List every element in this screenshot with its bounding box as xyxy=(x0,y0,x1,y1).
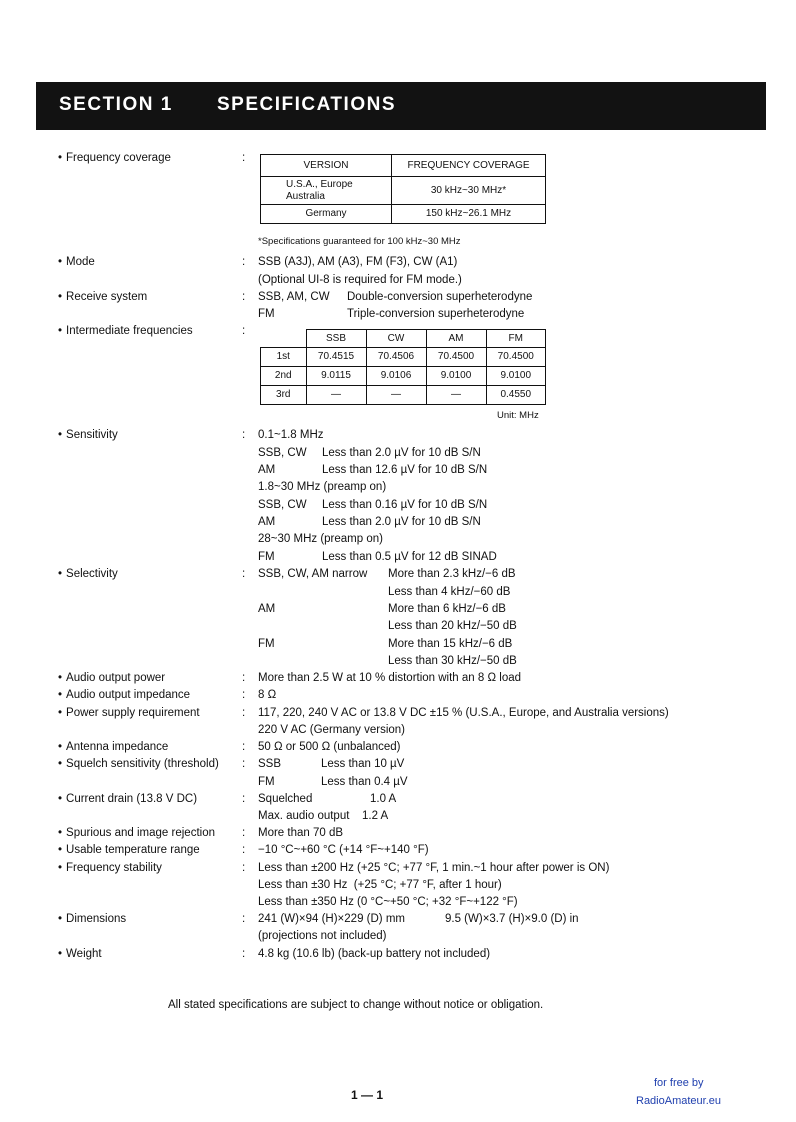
table-cell: 9.0115 xyxy=(306,367,366,386)
selectivity-mode: SSB, CW, AM narrow xyxy=(258,568,368,580)
sensitivity-value: Less than 0.5 µV for 12 dB SINAD xyxy=(322,551,497,563)
sensitivity-range: 28~30 MHz (preamp on) xyxy=(258,533,383,545)
table-header: FM xyxy=(486,330,546,348)
spec-label-receive-system: • Receive system xyxy=(58,290,147,304)
table-row-header: 1st xyxy=(261,348,307,367)
spec-label-frequency-stability: • Frequency stability xyxy=(58,861,162,875)
table-cell: 70.4506 xyxy=(366,348,426,367)
frequency-coverage-table xyxy=(260,154,546,224)
colon: : xyxy=(242,291,246,303)
selectivity-value: More than 15 kHz/−6 dB xyxy=(388,638,513,650)
selectivity-value: Less than 30 kHz/−50 dB xyxy=(388,655,517,667)
squelch-mode: FM xyxy=(258,776,275,788)
watermark-link[interactable]: RadioAmateur.eu xyxy=(636,1095,721,1107)
sensitivity-mode: SSB, CW xyxy=(258,447,307,459)
page-number: 1 — 1 xyxy=(351,1088,384,1102)
sensitivity-value: Less than 2.0 µV for 10 dB S/N xyxy=(322,447,481,459)
version-line: Australia xyxy=(286,190,325,202)
colon: : xyxy=(242,741,246,753)
selectivity-value: More than 2.3 kHz/−6 dB xyxy=(388,568,516,580)
colon: : xyxy=(242,844,246,856)
dimensions-note: (projections not included) xyxy=(258,930,387,942)
table-cell: 9.0106 xyxy=(366,367,426,386)
sensitivity-value: Less than 12.6 µV for 10 dB S/N xyxy=(322,464,488,476)
unit-label: Unit: MHz xyxy=(497,410,539,421)
table-cell-version: Germany xyxy=(261,205,392,224)
colon: : xyxy=(242,827,246,839)
spec-label-intermediate-frequencies: • Intermediate frequencies xyxy=(58,324,193,338)
table-cell: — xyxy=(366,386,426,405)
colon: : xyxy=(242,325,246,337)
spec-label-antenna-impedance: • Antenna impedance xyxy=(58,740,168,754)
power-supply-value: 117, 220, 240 V AC or 13.8 V DC ±15 % (U.S.A., Europe, and Australia versions) xyxy=(258,707,669,719)
colon: : xyxy=(242,862,246,874)
receive-key: SSB, AM, CW xyxy=(258,291,330,303)
table-cell: 70.4500 xyxy=(486,348,546,367)
spec-label-spurious-rejection: • Spurious and image rejection xyxy=(58,826,215,840)
version-line: U.S.A., Europe xyxy=(286,178,353,190)
watermark-line: for free by xyxy=(654,1077,704,1089)
current-drain-value: 1.2 A xyxy=(362,810,389,822)
spec-label-sensitivity: • Sensitivity xyxy=(58,428,118,442)
mode-value: SSB (A3J), AM (A3), FM (F3), CW (A1) xyxy=(258,256,458,268)
colon: : xyxy=(242,429,246,441)
table-cell-coverage: 30 kHz~30 MHz* xyxy=(392,177,546,205)
current-drain-condition: Max. audio output xyxy=(258,810,350,822)
spec-label-power-supply: • Power supply requirement xyxy=(58,706,200,720)
receive-value: Double-conversion superheterodyne xyxy=(347,291,533,303)
table-cell-coverage: 150 kHz~26.1 MHz xyxy=(392,205,546,224)
squelch-value: Less than 10 µV xyxy=(321,758,405,770)
sensitivity-mode: SSB, CW xyxy=(258,499,307,511)
power-supply-value: 220 V AC (Germany version) xyxy=(258,724,406,736)
squelch-value: Less than 0.4 µV xyxy=(321,776,408,788)
squelch-mode: SSB xyxy=(258,758,282,770)
mode-note: (Optional UI-8 is required for FM mode.) xyxy=(258,274,462,286)
table-header: FREQUENCY COVERAGE xyxy=(392,155,546,177)
selectivity-value: Less than 20 kHz/−50 dB xyxy=(388,620,517,632)
table-header: CW xyxy=(366,330,426,348)
table-header: AM xyxy=(426,330,486,348)
sensitivity-value: Less than 0.16 µV for 10 dB S/N xyxy=(322,499,488,511)
sensitivity-mode: AM xyxy=(258,516,276,528)
section-number: SECTION 1 xyxy=(59,94,173,115)
table-cell: 9.0100 xyxy=(426,367,486,386)
spec-label-weight: • Weight xyxy=(58,947,102,961)
sensitivity-value: Less than 2.0 µV for 10 dB S/N xyxy=(322,516,481,528)
table-cell: 0.4550 xyxy=(486,386,546,405)
colon: : xyxy=(242,672,246,684)
selectivity-value: More than 6 kHz/−6 dB xyxy=(388,603,506,615)
table-row-header: 2nd xyxy=(261,367,307,386)
dimensions-imperial: 9.5 (W)×3.7 (H)×9.0 (D) in xyxy=(445,913,579,925)
table-cell: 70.4500 xyxy=(426,348,486,367)
sensitivity-mode: FM xyxy=(258,551,275,563)
spec-label-current-drain: • Current drain (13.8 V DC) xyxy=(58,792,197,806)
table-cell-version xyxy=(261,177,392,205)
current-drain-condition: Squelched xyxy=(258,793,313,805)
sensitivity-mode: AM xyxy=(258,464,276,476)
receive-value: Triple-conversion superheterodyne xyxy=(347,308,525,320)
frequency-stability-value: Less than ±350 Hz (0 °C~+50 °C; +32 °F~+122 °F) xyxy=(258,896,518,908)
table-cell: — xyxy=(306,386,366,405)
spec-label-squelch-sensitivity: • Squelch sensitivity (threshold) xyxy=(58,757,219,771)
weight-value: 4.8 kg (10.6 lb) (back-up battery not included) xyxy=(258,948,491,960)
section-banner xyxy=(36,82,766,130)
selectivity-value: Less than 4 kHz/−60 dB xyxy=(388,586,511,598)
audio-output-power-value: More than 2.5 W at 10 % distortion with an 8 Ω load xyxy=(258,672,522,684)
spec-label-audio-output-impedance: • Audio output impedance xyxy=(58,688,190,702)
dimensions-metric: 241 (W)×94 (H)×229 (D) mm xyxy=(258,913,405,925)
selectivity-mode: AM xyxy=(258,603,276,615)
section-title: SPECIFICATIONS xyxy=(217,94,396,115)
footer-note: All stated specifications are subject to change without notice or obligation. xyxy=(168,999,544,1011)
table-row-header: 3rd xyxy=(261,386,307,405)
frequency-stability-value: Less than ±200 Hz (+25 °C; +77 °F, 1 min.~1 hour after power is ON) xyxy=(258,862,610,874)
colon: : xyxy=(242,913,246,925)
temperature-range-value: −10 °C~+60 °C (+14 °F~+140 °F) xyxy=(258,844,429,856)
spurious-rejection-value: More than 70 dB xyxy=(258,827,344,839)
frequency-stability-value: Less than ±30 Hz (+25 °C; +77 °F, after 1 hour) xyxy=(258,879,502,891)
antenna-impedance-value: 50 Ω or 500 Ω (unbalanced) xyxy=(258,741,401,753)
spec-label-mode: • Mode xyxy=(58,255,95,269)
colon: : xyxy=(242,568,246,580)
colon: : xyxy=(242,793,246,805)
table-cell: — xyxy=(426,386,486,405)
intermediate-frequency-table xyxy=(260,329,546,405)
table-header: VERSION xyxy=(261,155,392,177)
table-cell: 9.0100 xyxy=(486,367,546,386)
spec-label-audio-output-power: • Audio output power xyxy=(58,671,165,685)
selectivity-mode: FM xyxy=(258,638,275,650)
audio-output-impedance-value: 8 Ω xyxy=(258,689,277,701)
spec-label-temperature-range: • Usable temperature range xyxy=(58,843,200,857)
table-cell: 70.4515 xyxy=(306,348,366,367)
colon: : xyxy=(242,758,246,770)
spec-label-frequency-coverage: • Frequency coverage xyxy=(58,151,171,165)
colon: : xyxy=(242,689,246,701)
frequency-note: *Specifications guaranteed for 100 kHz~30 MHz xyxy=(258,236,461,247)
sensitivity-range: 1.8~30 MHz (preamp on) xyxy=(258,481,387,493)
table-header: SSB xyxy=(306,330,366,348)
table-corner xyxy=(261,330,307,348)
spec-label-dimensions: • Dimensions xyxy=(58,912,126,926)
colon: : xyxy=(242,707,246,719)
spec-label-selectivity: • Selectivity xyxy=(58,567,118,581)
sensitivity-range: 0.1~1.8 MHz xyxy=(258,429,324,441)
colon: : xyxy=(242,152,246,164)
colon: : xyxy=(242,948,246,960)
receive-key: FM xyxy=(258,308,275,320)
current-drain-value: 1.0 A xyxy=(370,793,397,805)
colon: : xyxy=(242,256,246,268)
